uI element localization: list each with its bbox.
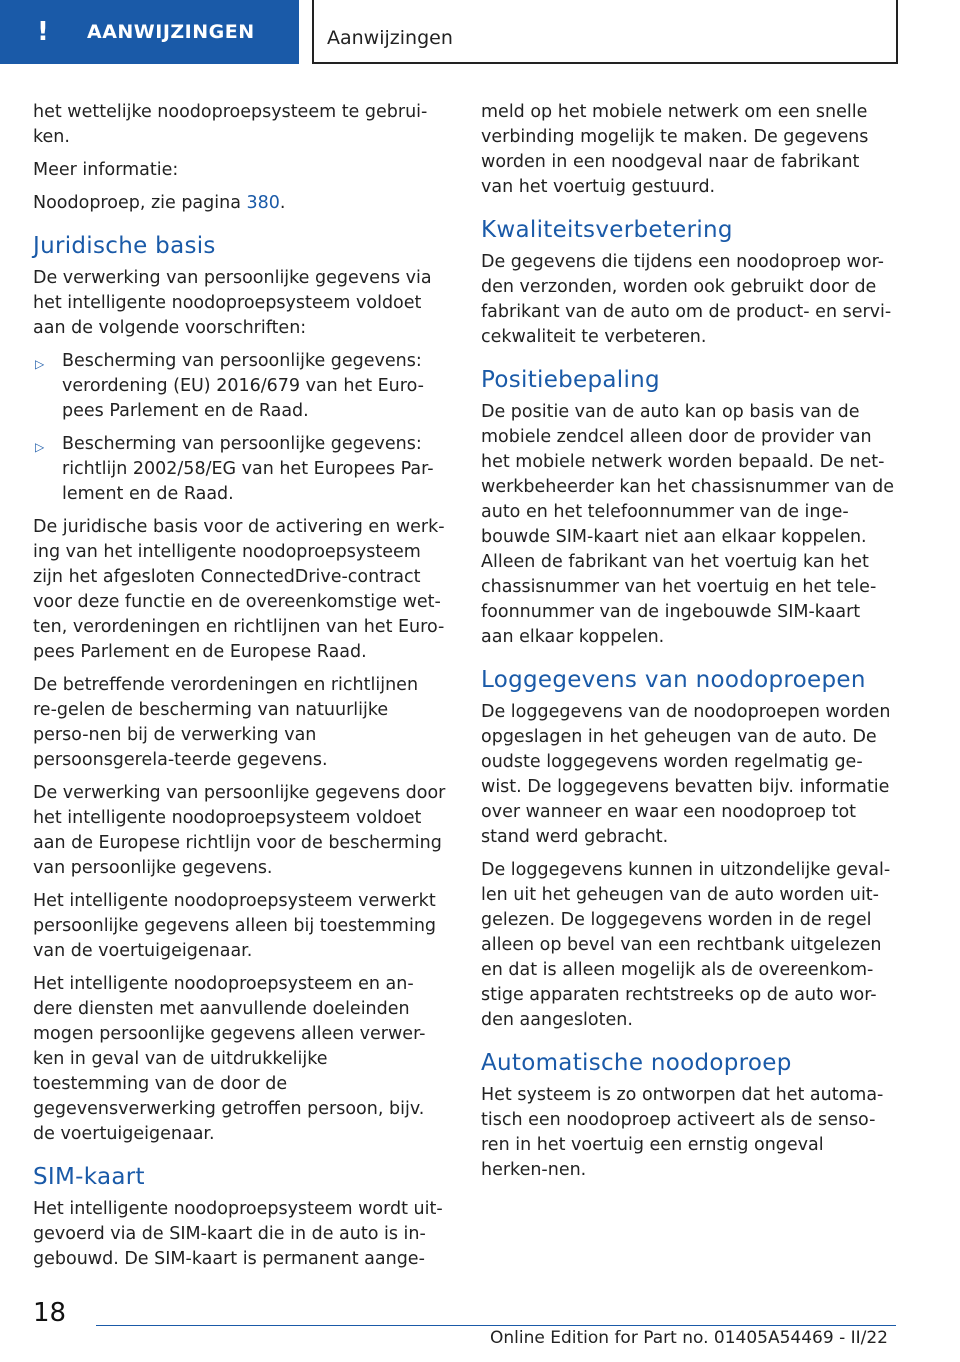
list-item-text: Bescherming van persoonlijke gegevens: richtlijn 2002/58/EG van het Europees Par-lement en de Raad. [62,434,434,504]
section-heading: Kwaliteitsverbetering [481,217,733,243]
paragraph: Meer informatie: [33,160,179,180]
paragraph: De juridische basis voor de activering en werk-ing van het intelligente noodoproepsysteem zijn het afgesloten ConnectedDrive-contract voor deze functie en de overeenkomstige wet-ten, verordeningen en richtlijnen van het Euro-pees Parlement en de Europese Raad. [33,517,445,662]
section-heading: Positiebepaling [481,367,660,393]
paragraph: De loggegevens kunnen in uitzondelijke geval-len uit het geheugen van de auto worden uit-gelezen. De loggegevens worden in de regel alleen op bevel van een rechtbank uitgelezen en dat is alleen mogelijk als de overeenkom-stige apparaten rechtstreeks op de auto wor-den aangesloten. [481,860,891,1030]
left-column [33,100,447,1280]
paragraph: meld op het mobiele netwerk om een snelle verbinding mogelijk te maken. De gegevens worden in een noodgeval naar de fabrikant van het voertuig gestuurd. [481,102,869,197]
bullet-list [33,349,447,507]
paragraph [33,191,447,216]
section-tab-label: AANWIJZINGEN [87,21,255,43]
paragraph: De loggegevens van de noodoproepen worden opgeslagen in het geheugen van de auto. De oudste loggegevens worden regelmatig ge-wist. De loggegevens bevatten bijv. informatie over wanneer en waar een noodoproep tot stand werd gebracht. [481,702,891,847]
paragraph: De gegevens die tijdens een noodoproep wor-den verzonden, worden ook gebruikt door de fabrikant van de auto om de product- en servi-cekwaliteit te verbeteren. [481,252,892,347]
list-item [33,432,447,507]
section-tab[interactable] [0,0,299,64]
page-title: Aanwijzingen [327,27,453,49]
triangle-bullet-icon: ▷ [35,357,45,371]
section-heading: Juridische basis [33,233,216,259]
list-item-text: Bescherming van persoonlijke gegevens: verordening (EU) 2016/679 van het Euro-pees Parlement en de Raad. [62,351,424,421]
paragraph: Het systeem is zo ontworpen dat het automa-tisch een noodoproep activeert als de senso-ren in het voertuig een ernstig ongeval herken-nen. [481,1085,884,1180]
list-item [33,349,447,424]
paragraph: het wettelijke noodoproepsysteem te gebrui-ken. [33,102,428,147]
section-heading: Automatische noodoproep [481,1050,792,1076]
text: . [279,193,286,213]
footer-edition: Online Edition for Part no. 01405A54469 - II/22 [489,1328,888,1348]
section-heading: SIM-kaart [33,1164,145,1190]
triangle-bullet-icon: ▷ [35,440,45,454]
paragraph: De betreffende verordeningen en richtlijnen re-gelen de bescherming van natuurlijke perso-nen bij de verwerking van persoonsgerela-teerde gegevens. [33,675,419,770]
paragraph: De positie van de auto kan op basis van de mobiele zendcel alleen door de provider van het mobiele netwerk worden bepaald. De net-werkbeheerder kan het chassisnummer van de auto en het telefoonnummer van de inge-bouwde SIM-kaart niet aan elkaar koppelen. Alleen de fabrikant van het voertuig kan het chassisnummer van het voertuig en het tele-foonnummer van de ingebouwde SIM-kaart aan elkaar koppelen. [481,402,894,647]
page-number: 18 [33,1298,67,1328]
paragraph: Het intelligente noodoproepsysteem wordt uit-gevoerd via de SIM-kaart die in de auto is in-gebouwd. De SIM-kaart is permanent aange- [33,1199,443,1269]
footer-divider [96,1325,896,1326]
right-column [481,100,895,1191]
page-link[interactable]: 380 [246,193,280,213]
page-header [312,0,898,64]
text: Noodoproep, zie pagina [33,193,247,213]
paragraph: De verwerking van persoonlijke gegevens via het intelligente noodoproepsysteem voldoet aan de volgende voorschriften: [33,268,432,338]
paragraph: De verwerking van persoonlijke gegevens door het intelligente noodoproepsysteem voldoet aan de Europese richtlijn voor de bescherming van persoonlijke gegevens. [33,783,446,878]
paragraph: Het intelligente noodoproepsysteem verwerkt persoonlijke gegevens alleen bij toestemming van de voertuigeigenaar. [33,891,437,961]
section-heading: Loggegevens van noodoproepen [481,667,866,693]
paragraph: Het intelligente noodoproepsysteem en an-dere diensten met aanvullende doeleinden mogen persoonlijke gegevens alleen verwer-ken in geval van de uitdrukkelijke toestemming van de door de gegevensverwerking getroffen persoon, bijv. de voertuigeigenaar. [33,974,426,1144]
warning-icon: ! [37,17,49,47]
